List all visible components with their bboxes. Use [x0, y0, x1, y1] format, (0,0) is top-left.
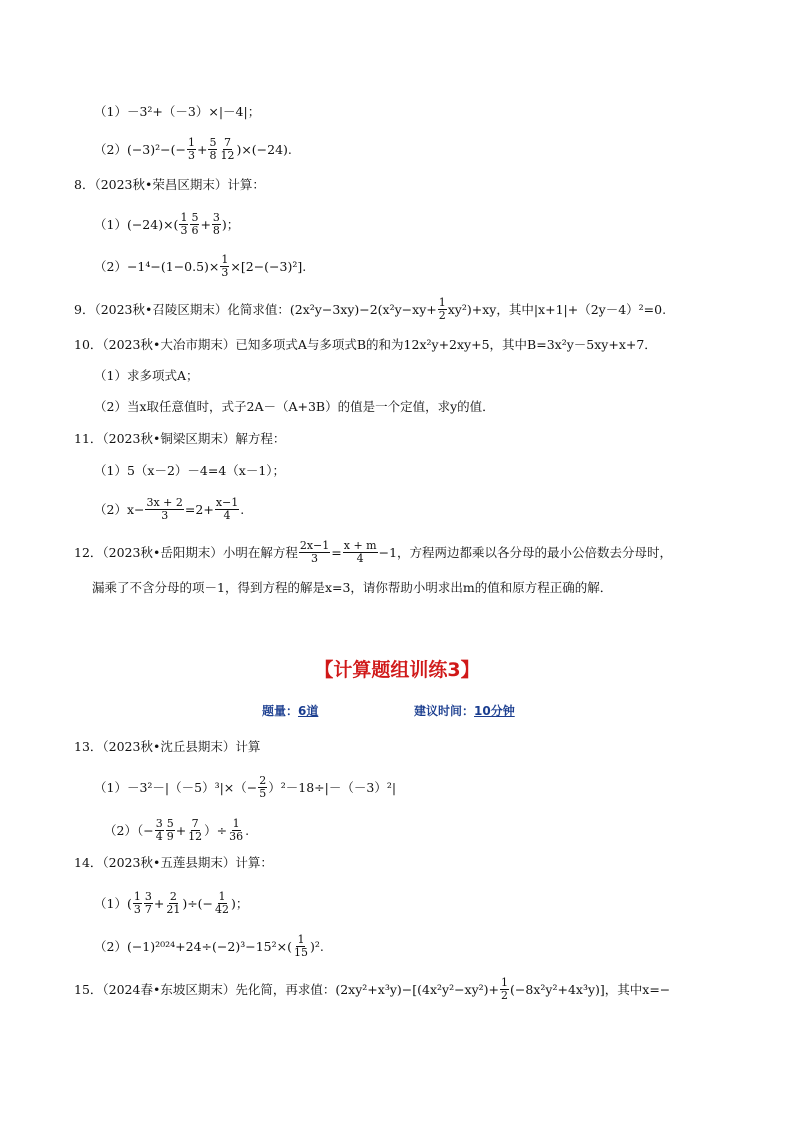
fraction — [220, 254, 229, 279]
q15-tail: (−8x²y²+4x³y)]，其中x=− — [510, 981, 671, 997]
q13-stem — [74, 737, 260, 757]
numerator: 3 — [155, 817, 163, 830]
q9-lead: 9．（2023秋•召陵区期末）化简求值：(2x²y−3xy)−2(x²y−xy+ — [74, 301, 437, 317]
numerator: 1 — [218, 890, 226, 903]
fraction — [166, 818, 175, 843]
q10-part1-text: （1）求多项式A； — [94, 368, 199, 383]
question-count-label: 题量： — [262, 704, 299, 718]
q10-part2 — [94, 397, 495, 417]
q15-lead: 15．（2024春•东坡区期末）先化简，再求值：(2xy²+x³y)−[(4x²y²−xy²)+ — [74, 981, 500, 997]
numerator: 3 — [144, 890, 152, 903]
suggested-time-value: 10分钟 — [474, 704, 515, 718]
q12-lead: 12．（2023秋•岳阳期末）小明在解方程 — [74, 544, 298, 560]
q11-part2-lead: （2）x− — [94, 501, 145, 517]
denominator: 7 — [144, 903, 152, 916]
denominator: 15 — [293, 946, 308, 959]
denominator: 8 — [212, 224, 220, 237]
suggested-time-label: 建议时间： — [414, 704, 475, 718]
numerator: 1 — [133, 890, 141, 903]
q11-part2 — [94, 497, 244, 522]
fraction — [187, 818, 203, 843]
q14-part1-lead: （1）( — [94, 895, 132, 911]
fraction — [214, 891, 230, 916]
denominator: 3 — [187, 149, 195, 162]
q12-tail: −1，方程两边都乘以各分母的最小公倍数去分母时， — [378, 544, 673, 560]
q7-part2 — [94, 137, 292, 162]
denominator: 4 — [155, 830, 163, 843]
fraction — [438, 297, 447, 322]
denominator: 4 — [356, 552, 364, 565]
denominator: 3 — [180, 224, 188, 237]
q13-part1 — [94, 775, 396, 800]
denominator: 21 — [166, 903, 181, 916]
denominator: 6 — [191, 224, 199, 237]
denominator: 2 — [501, 989, 509, 1002]
q12-line2 — [92, 578, 612, 598]
numerator: 3 — [212, 211, 220, 224]
q11-part2-mid: =2+ — [184, 501, 214, 517]
numerator: 7 — [223, 136, 231, 149]
denominator: 9 — [166, 830, 174, 843]
fraction — [219, 137, 235, 162]
q11-stem — [74, 429, 285, 449]
denominator: 3 — [221, 266, 229, 279]
numerator: 1 — [438, 296, 446, 309]
q13-part2-tail: ）÷ — [204, 822, 228, 838]
plus-op: + — [196, 141, 208, 157]
numerator: 2 — [259, 774, 267, 787]
q11-part1 — [94, 461, 285, 481]
q13-part1-lead: （1）－3²－|（－5）³|×（− — [94, 779, 258, 795]
numerator: 5 — [209, 136, 217, 149]
q8-part1-tail: )； — [221, 216, 240, 232]
fraction — [179, 212, 188, 237]
denominator: 3 — [311, 552, 319, 565]
fraction — [133, 891, 142, 916]
denominator: 8 — [209, 149, 217, 162]
q10-part1 — [94, 366, 198, 386]
fraction — [208, 137, 217, 162]
numerator: 1 — [187, 136, 195, 149]
q13-part1-tail: ）²－18÷|－（－3）²| — [268, 779, 397, 795]
q8-part2 — [94, 254, 306, 279]
q11-stem-text: 11．（2023秋•铜梁区期末）解方程： — [74, 431, 286, 446]
plus-op: + — [200, 216, 211, 232]
numerator: 1 — [221, 253, 229, 266]
section-title: 【计算题组训练3】 — [314, 659, 480, 681]
numerator: 1 — [180, 211, 188, 224]
q9-tail: xy²)+xy，其中|x+1|+（2y－4）²=0. — [447, 301, 667, 317]
q14-part1-tail: )； — [231, 895, 249, 911]
q12-line1 — [74, 540, 672, 565]
q13-part2 — [104, 818, 249, 843]
denominator: 3 — [161, 509, 169, 522]
denominator: 4 — [223, 509, 231, 522]
fraction — [215, 497, 239, 522]
fraction — [500, 977, 509, 1002]
numerator: 2 — [169, 890, 177, 903]
fraction — [165, 891, 181, 916]
q14-part2-tail: )². — [309, 938, 324, 954]
q10-part2-text: （2）当x取任意值时，式子2A－（A+3B）的值是一个定值，求y的值． — [94, 399, 495, 414]
q13-stem-text: 13．（2023秋•沈丘县期末）计算 — [74, 739, 261, 754]
denominator: 12 — [220, 149, 235, 162]
q7-part2-tail: )×(−24). — [236, 141, 292, 157]
plus-op: + — [175, 822, 187, 838]
q14-part2-lead: （2）(−1)²⁰²⁴+24÷(−2)³−15²×( — [94, 938, 292, 954]
fraction — [190, 212, 199, 237]
q14-part2 — [94, 934, 324, 959]
q7-part1 — [94, 102, 260, 122]
period: . — [245, 822, 250, 838]
fraction — [144, 891, 153, 916]
q13-part2-lead: （2）（− — [104, 822, 154, 838]
numerator: 1 — [297, 933, 305, 946]
numerator: 5 — [191, 211, 199, 224]
numerator: x−1 — [215, 496, 239, 509]
denominator: 2 — [438, 309, 446, 322]
q10-stem — [74, 335, 657, 355]
q14-stem-text: 14．（2023秋•五莲县期末）计算： — [74, 855, 273, 870]
q8-part1-lead: （1）(−24)×( — [94, 216, 179, 232]
q7-part2-lead: （2）(−3)²−(− — [94, 141, 186, 157]
fraction — [187, 137, 196, 162]
fraction — [293, 934, 309, 959]
denominator: 42 — [215, 903, 230, 916]
numerator: 3x + 2 — [146, 496, 183, 509]
denominator: 12 — [188, 830, 203, 843]
question-count — [262, 702, 318, 719]
fraction — [299, 540, 330, 565]
q10-stem-text: 10．（2023秋•大冶市期末）已知多项式A与多项式B的和为12x²y+2xy+5，其中B=3x²y－5xy+x+7． — [74, 337, 657, 352]
numerator: 1 — [501, 976, 509, 989]
q11-part1-text: （1）5（x－2）－4=4（x－1）； — [94, 463, 286, 478]
q14-part1 — [94, 891, 248, 916]
q8-stem — [74, 175, 265, 195]
q12-mid: = — [331, 544, 342, 560]
fraction — [212, 212, 221, 237]
suggested-time — [414, 702, 515, 719]
fraction — [258, 775, 267, 800]
denominator: 36 — [229, 830, 244, 843]
numerator: 5 — [166, 817, 174, 830]
q8-part1 — [94, 212, 239, 237]
numerator: x + m — [343, 539, 377, 552]
plus-op: + — [153, 895, 165, 911]
q15 — [74, 977, 670, 1002]
q8-part2-lead: （2）−1⁴−(1−0.5)× — [94, 258, 220, 274]
fraction — [343, 540, 378, 565]
fraction — [155, 818, 164, 843]
q8-stem-text: 8．（2023秋•荣昌区期末）计算： — [74, 177, 265, 192]
fraction — [228, 818, 244, 843]
q14-part1-mid: )÷(− — [182, 895, 214, 911]
question-count-value: 6道 — [298, 704, 319, 718]
denominator: 5 — [259, 787, 267, 800]
numerator: 1 — [232, 817, 240, 830]
q7-part1-text: （1）－3²+（－3）×|－4|； — [94, 104, 261, 119]
fraction — [145, 497, 183, 522]
q14-stem — [74, 853, 273, 873]
q9 — [74, 297, 666, 322]
q12-line2-text: 漏乘了不含分母的项－1，得到方程的解是x=3，请你帮助小明求出m的值和原方程正确的解． — [92, 580, 613, 595]
q8-part2-tail: ×[2−(−3)²]. — [230, 258, 307, 274]
q11-part2-tail: . — [240, 501, 245, 517]
numerator: 7 — [191, 817, 199, 830]
numerator: 2x−1 — [299, 539, 330, 552]
denominator: 3 — [133, 903, 141, 916]
